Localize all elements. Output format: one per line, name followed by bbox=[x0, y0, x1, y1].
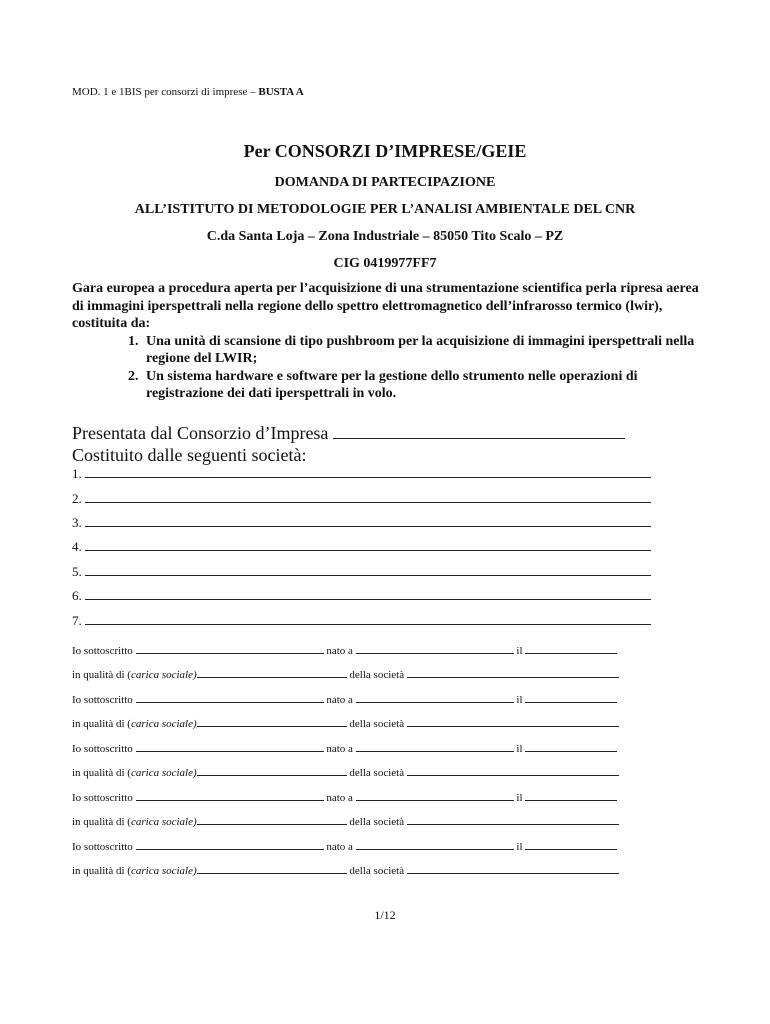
societa-row bbox=[72, 466, 651, 482]
della-label: della società bbox=[349, 767, 405, 779]
della-label: della società bbox=[349, 669, 405, 681]
sottoscritto-row bbox=[72, 642, 617, 657]
header-busta: BUSTA A bbox=[258, 86, 304, 98]
carica-label: carica sociale) bbox=[130, 816, 197, 828]
societa-number: 2. bbox=[72, 491, 82, 506]
subtitle-address: C.da Santa Loja – Zona Industriale – 85050 Tito Scalo – PZ bbox=[206, 229, 564, 244]
data-nascita-field[interactable] bbox=[525, 838, 617, 850]
data-nascita-field[interactable] bbox=[525, 642, 617, 654]
carica-field[interactable] bbox=[197, 813, 347, 825]
sottoscritto-label: Io sottoscritto bbox=[72, 841, 133, 853]
qualita-row bbox=[72, 715, 619, 730]
societa-field[interactable] bbox=[85, 466, 651, 478]
qualita-label: in qualità di ( bbox=[72, 669, 131, 681]
il-label: il bbox=[516, 645, 523, 657]
societa-row bbox=[72, 613, 651, 629]
carica-label: carica sociale) bbox=[130, 865, 197, 877]
carica-field[interactable] bbox=[197, 666, 347, 678]
carica-field[interactable] bbox=[197, 715, 347, 727]
nato-label: nato a bbox=[326, 841, 353, 853]
qualita-row bbox=[72, 862, 619, 877]
societa-name-field[interactable] bbox=[407, 764, 619, 776]
societa-field[interactable] bbox=[85, 491, 651, 503]
sottoscritto-label: Io sottoscritto bbox=[72, 792, 133, 804]
nato-label: nato a bbox=[326, 645, 353, 657]
document-header bbox=[72, 86, 304, 98]
document-title: Per CONSORZI D’IMPRESE/GEIE bbox=[243, 141, 527, 161]
presentata-line bbox=[72, 423, 625, 444]
il-label: il bbox=[516, 792, 523, 804]
societa-number: 6. bbox=[72, 588, 82, 603]
data-nascita-field[interactable] bbox=[525, 740, 617, 752]
carica-label: carica sociale) bbox=[130, 669, 197, 681]
nome-field[interactable] bbox=[136, 642, 324, 654]
subtitle-istituto: ALL’ISTITUTO DI METODOLOGIE PER L’ANALISI AMBIENTALE DEL CNR bbox=[134, 202, 636, 217]
societa-number: 7. bbox=[72, 613, 82, 628]
della-label: della società bbox=[349, 865, 405, 877]
sottoscritto-row bbox=[72, 838, 617, 853]
costituito-label: Costituito dalle seguenti società: bbox=[72, 445, 307, 465]
nato-label: nato a bbox=[326, 743, 353, 755]
nome-field[interactable] bbox=[136, 691, 324, 703]
societa-field[interactable] bbox=[85, 539, 651, 551]
gara-items bbox=[72, 333, 712, 403]
societa-number: 5. bbox=[72, 564, 82, 579]
societa-row bbox=[72, 491, 651, 507]
sottoscritto-row bbox=[72, 740, 617, 755]
qualita-row bbox=[72, 666, 619, 681]
carica-field[interactable] bbox=[197, 764, 347, 776]
luogo-nascita-field[interactable] bbox=[356, 642, 514, 654]
societa-name-field[interactable] bbox=[407, 715, 619, 727]
societa-field[interactable] bbox=[85, 613, 651, 625]
gara-intro: Gara europea a procedura aperta per l’acquisizione di una strumentazione scientifica perla ripresa aerea di immagini iperspettrali nella regione dello spettro elettromagnetico dell’infrarosso termico (lwir), costituita da: bbox=[72, 281, 699, 331]
il-label: il bbox=[516, 841, 523, 853]
luogo-nascita-field[interactable] bbox=[356, 740, 514, 752]
qualita-row bbox=[72, 813, 619, 828]
presentata-label: Presentata dal Consorzio d’Impresa bbox=[72, 423, 329, 443]
gara-description bbox=[72, 280, 712, 403]
societa-field[interactable] bbox=[85, 515, 651, 527]
della-label: della società bbox=[349, 816, 405, 828]
societa-name-field[interactable] bbox=[407, 813, 619, 825]
gara-item: 1. Una unità di scansione di tipo pushbroom per la acquisizione di immagini iperspettrali nella regione del LWIR; bbox=[142, 333, 712, 368]
carica-label: carica sociale) bbox=[130, 718, 197, 730]
cig-code: CIG 0419977FF7 bbox=[333, 256, 437, 271]
nome-field[interactable] bbox=[136, 740, 324, 752]
sottoscritto-label: Io sottoscritto bbox=[72, 743, 133, 755]
il-label: il bbox=[516, 743, 523, 755]
header-text: MOD. 1 e 1BIS per consorzi di imprese – bbox=[72, 86, 259, 98]
societa-field[interactable] bbox=[85, 588, 651, 600]
gara-item: 2. Un sistema hardware e software per la gestione dello strumento nelle operazioni di registrazione dei dati iperspettrali in volo. bbox=[142, 368, 712, 403]
societa-row bbox=[72, 588, 651, 604]
sottoscritto-label: Io sottoscritto bbox=[72, 645, 133, 657]
qualita-label: in qualità di ( bbox=[72, 816, 131, 828]
societa-number: 3. bbox=[72, 515, 82, 530]
qualita-label: in qualità di ( bbox=[72, 865, 131, 877]
societa-name-field[interactable] bbox=[407, 862, 619, 874]
societa-row bbox=[72, 515, 651, 531]
qualita-row bbox=[72, 764, 619, 779]
luogo-nascita-field[interactable] bbox=[356, 789, 514, 801]
sottoscritto-row bbox=[72, 789, 617, 804]
luogo-nascita-field[interactable] bbox=[356, 838, 514, 850]
societa-number: 4. bbox=[72, 539, 82, 554]
nome-field[interactable] bbox=[136, 789, 324, 801]
subtitle-domanda: DOMANDA DI PARTECIPAZIONE bbox=[274, 175, 496, 190]
societa-field[interactable] bbox=[85, 564, 651, 576]
nome-field[interactable] bbox=[136, 838, 324, 850]
data-nascita-field[interactable] bbox=[525, 691, 617, 703]
luogo-nascita-field[interactable] bbox=[356, 691, 514, 703]
nato-label: nato a bbox=[326, 694, 353, 706]
della-label: della società bbox=[349, 718, 405, 730]
societa-row bbox=[72, 564, 651, 580]
page-number: 1/12 bbox=[374, 908, 396, 922]
societa-number: 1. bbox=[72, 466, 82, 481]
societa-name-field[interactable] bbox=[407, 666, 619, 678]
carica-field[interactable] bbox=[197, 862, 347, 874]
qualita-label: in qualità di ( bbox=[72, 718, 131, 730]
nato-label: nato a bbox=[326, 792, 353, 804]
sottoscritto-label: Io sottoscritto bbox=[72, 694, 133, 706]
il-label: il bbox=[516, 694, 523, 706]
societa-row bbox=[72, 539, 651, 555]
carica-label: carica sociale) bbox=[130, 767, 197, 779]
sottoscritto-row bbox=[72, 691, 617, 706]
data-nascita-field[interactable] bbox=[525, 789, 617, 801]
qualita-label: in qualità di ( bbox=[72, 767, 131, 779]
consorzio-name-field[interactable] bbox=[333, 424, 625, 439]
